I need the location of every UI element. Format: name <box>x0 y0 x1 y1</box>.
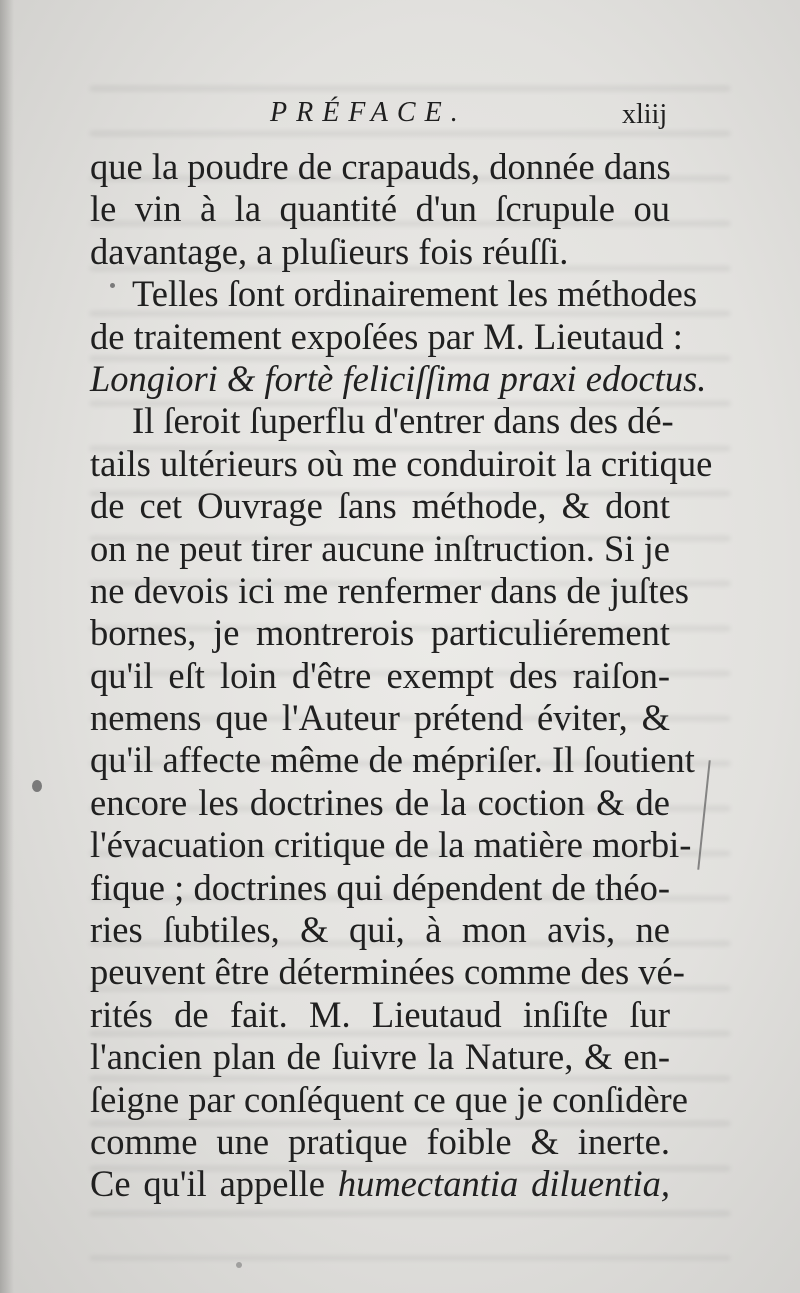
text-line: rités de fait. M. Lieutaud inſiſte ſur <box>90 993 670 1035</box>
page-header <box>0 97 800 147</box>
text-line: tails ultérieurs où me conduiroit la critique <box>90 442 713 484</box>
paper-spot <box>110 283 115 288</box>
paper-spot <box>236 1262 242 1268</box>
text-line: bornes, je montrerois particuliérement <box>90 612 670 654</box>
text-line: qu'il eſt loin d'être exempt des raiſon- <box>90 654 670 696</box>
last-line <box>90 1163 670 1205</box>
text-segment: Ce qu'il appelle <box>90 1163 325 1205</box>
text-line: encore les doctrines de la coction & de <box>90 781 670 823</box>
text-line: on ne peut tirer aucune inſtruction. Si je <box>90 527 670 569</box>
text-line: ne devois ici me renfermer dans de juſtes <box>90 569 689 611</box>
paper-spot <box>32 780 42 792</box>
italic-latin-term: humectantia diluentia, <box>337 1163 670 1205</box>
text-line: l'évacuation critique de la matière morbi- <box>90 824 692 866</box>
text-line: davantage, a pluſieurs fois réuſſi. <box>90 230 569 272</box>
text-line: peuvent être déterminées comme des vé- <box>90 951 685 993</box>
paragraph-start-line: Il ſeroit ſuperflu d'entrer dans des dé- <box>132 400 674 442</box>
text-line: ries ſubtiles, & qui, à mon avis, ne <box>90 909 670 951</box>
latin-quotation: Longiori & fortè feliciſſima praxi edoctus. <box>90 357 707 399</box>
page-number: xliij <box>622 99 668 130</box>
text-line: nemens que l'Auteur prétend éviter, & <box>90 697 670 739</box>
text-line: ſeigne par conſéquent ce que je conſidère <box>90 1078 688 1120</box>
text-line: de cet Ouvrage ſans méthode, & dont <box>90 485 670 527</box>
text-line: fique ; doctrines qui dépendent de théo- <box>90 866 670 908</box>
text-line: qu'il affecte même de mépriſer. Il ſoutient <box>90 739 695 781</box>
text-line: l'ancien plan de ſuivre la Nature, & en- <box>90 1036 670 1078</box>
paragraph-start-line: Telles ſont ordinairement les méthodes <box>132 273 698 315</box>
body-text <box>90 146 713 1206</box>
text-line: le vin à la quantité d'un ſcrupule ou <box>90 188 670 230</box>
text-line: que la poudre de crapauds, donnée dans <box>90 146 671 187</box>
text-line: comme une pratique foible & inerte. <box>90 1120 670 1162</box>
page-gutter-shadow <box>0 0 14 1293</box>
running-head: PRÉFACE. <box>270 97 467 128</box>
text-line: de traitement expoſées par M. Lieutaud : <box>90 315 683 357</box>
